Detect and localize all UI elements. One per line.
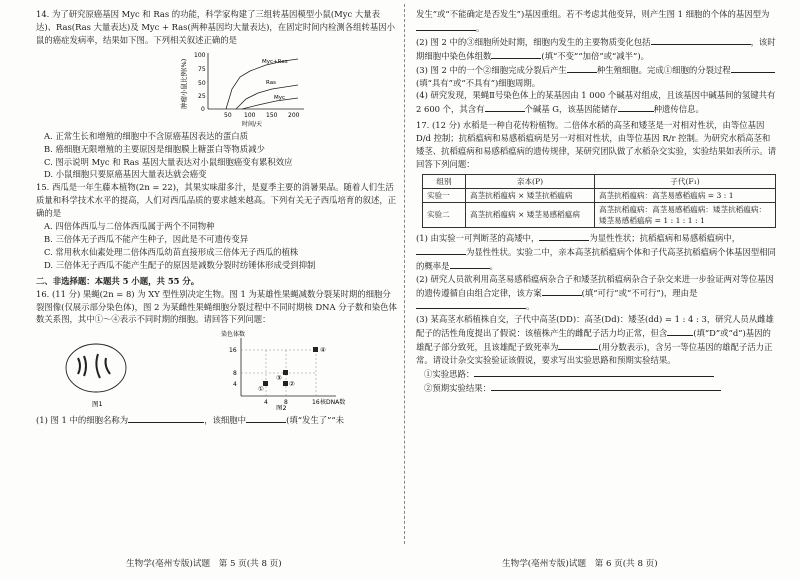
answer-blank[interactable] — [651, 35, 751, 45]
q14-xtick: 150 — [266, 111, 278, 119]
answer-blank[interactable] — [491, 381, 721, 391]
answer-blank[interactable] — [731, 63, 775, 73]
q14-xtick: 200 — [288, 111, 300, 119]
q17-sub3-result — [416, 381, 778, 395]
q17-sub3-idea — [416, 367, 778, 381]
fig2-xlabel: 核DNA数 — [320, 399, 346, 407]
fig2-ylabel: 染色体数 — [221, 331, 246, 339]
q17-idea-label: ①实验思路： — [424, 368, 475, 379]
answer-blank[interactable] — [491, 49, 541, 59]
q14-line-myc — [242, 98, 298, 109]
q16-sub3c-text: (填“具有”或“不具有”)细胞周期。 — [416, 77, 541, 88]
q16-sub3 — [416, 63, 778, 90]
q17-sub1d-text: 。 — [489, 260, 498, 271]
fig2-point — [313, 347, 318, 352]
right-column — [416, 8, 778, 395]
q17-sub1-text: (1) 由实验一可判断茎的高矮中， — [416, 232, 540, 243]
q15-option-b: B. 三倍体无子西瓜不能产生种子，因此是不可遗传变异 — [44, 233, 249, 244]
q17-table — [422, 174, 776, 228]
q17-sub1c-text: 为显性性状。实验二中，亲本高茎抗稻瘟病个体和子代高茎抗稻瘟病个体基因型相同的概率是 — [416, 246, 776, 271]
q14-label-ras: Ras — [266, 79, 276, 86]
fig2-point — [283, 370, 288, 375]
page-footer-left: 生物学(亳州专版)试题 第 5 页(共 8 页) — [126, 559, 282, 569]
column-divider — [404, 4, 405, 544]
q16-sub4-text: (4) 研究发现，果蝇Ⅱ号染色体上的某基因由 1 000 个碱基对组成，且该基因中碱基间的氢键共有 2 600 个，其含有 — [416, 90, 776, 115]
q14-xtick: 50 — [224, 111, 232, 119]
answer-blank[interactable] — [416, 299, 526, 309]
q17-sub3-text: (3) 某高茎水稻植株自交，子代中高茎(DD)：高茎(Dd)：矮茎(dd) = 1 : 4 : 3，研究人员从雌雄配子的活性角度提出了假说：该植株产生的雌配子活力均正常，但含 — [416, 314, 774, 339]
q14-xtick: 100 — [244, 111, 256, 119]
q14-chart-svg — [36, 49, 398, 127]
q16-sub2 — [416, 35, 778, 63]
fig2-caption: 图2 — [276, 404, 287, 411]
table-row — [423, 202, 776, 227]
answer-blank[interactable] — [416, 21, 476, 31]
q16-sub1 — [36, 413, 398, 427]
q15-option-a: A. 四倍体西瓜与二倍体西瓜属于两个不同物种 — [44, 221, 215, 232]
table-cell: 高茎抗稻瘟病：高茎易感稻瘟病 = 3 : 1 — [595, 188, 776, 202]
q14-ytick: 0 — [201, 105, 205, 113]
table-header: 组别 — [423, 174, 466, 188]
answer-blank[interactable] — [539, 231, 589, 241]
q17-sub3c-text: (用分数表示)，含另一等位基因的雄配子活力正常。请设计杂交实验验证该假说，要求写出实验思路和预期实验结果。 — [416, 342, 773, 366]
q14-stem: 14. 为了研究原癌基因 Myc 和 Ras 的功能，科学家构建了三组转基因模型小鼠(Myc 大量表达)、Ras(Ras 大量表达)及 Myc + Ras(两种基因均大量表达)，在固定时间内检测各组转基因小鼠的癌症发病率，结果如下图。下列相关叙述正确的是 — [36, 9, 395, 45]
answer-blank[interactable] — [667, 326, 693, 336]
fig2-point-label: ④ — [320, 346, 326, 355]
q16-stem: 16. (11 分) 果蝇(2n = 8) 为 XY 型性别决定生物。图 1 为某雄性果蝇减数分裂某时期的细胞分裂图像(仅展示部分染色体)，图 2 为某雌性果蝇细胞分裂过程中不同时期核 DNA 分子数和染色体数关系图，其中①～④表示不同时期的细胞。请回答下列问题： — [36, 288, 397, 325]
fig2-xtick: 8 — [284, 399, 288, 407]
answer-blank[interactable] — [558, 340, 598, 350]
answer-blank[interactable] — [474, 367, 714, 377]
table-row — [423, 188, 776, 202]
q16-sub2-text: (2) 图 2 中的③细胞所处时期，细胞内发生的主要物质变化包括 — [416, 36, 651, 47]
q14-ytick: 75 — [198, 65, 206, 73]
q16-sub4b-text: 个碱基 G，该基因能储存 — [524, 104, 618, 115]
answer-blank[interactable] — [246, 413, 286, 423]
q15-stem: 15. 西瓜是一年生藤本植物(2n = 22)，其果实味甜多汁，是夏季主要的消暑果品。随着人们生活质量和科学技术水平的提高，人们对西瓜品质的要求越来越高。下列有关无子西瓜培育的叙述，正确的是 — [36, 182, 397, 219]
fig2-ytick: 16 — [229, 347, 237, 355]
answer-blank[interactable] — [450, 259, 490, 269]
table-header: 子代(F₁) — [595, 174, 776, 188]
table-cell: 实验二 — [423, 202, 466, 227]
q14-label-myc: Myc — [274, 94, 286, 101]
left-column — [36, 8, 398, 427]
q16-sub4 — [416, 89, 778, 116]
fig2-point-label: ① — [258, 385, 264, 394]
table-cell: 高茎抗稻瘟病 × 矮茎易感稻瘟病 — [466, 202, 595, 227]
q14-chart-xlabel: 时间/天 — [242, 120, 263, 127]
q15-option-d: D. 三倍体无子西瓜不能产生配子的原因是减数分裂时纺锤体形成受到抑制 — [44, 259, 316, 270]
q14-option-d: D. 小鼠细胞只要原癌基因大量表达就会癌变 — [44, 169, 207, 180]
table-header: 亲本(P) — [466, 174, 595, 188]
q14-ytick: 50 — [198, 79, 206, 87]
q14-option-b: B. 癌细胞无限增殖的主要原因是细胞膜上糖蛋白等物质减少 — [44, 143, 265, 154]
answer-blank[interactable] — [416, 245, 466, 255]
q16-sub2c-text: (填“不变”“加倍”或“减半”)。 — [541, 50, 649, 61]
fig2-point-label: ② — [289, 380, 295, 389]
q16-sub3-text: (3) 图 2 中的一个②细胞完成分裂后产生 — [416, 64, 567, 75]
q17-sub1b-text: 为显性性状；抗稻瘟病和易感稻瘟病中， — [589, 232, 741, 243]
q16-sub3b-text: 种生殖细胞。完成①细胞的分裂过程 — [596, 64, 731, 75]
q16-figures — [36, 328, 398, 410]
q17-stem: 17. (12 分) 水稻是一种自花传粉植物。二倍体水稻的高茎和矮茎是一对相对性状，由等位基因 D/d 控制；抗稻瘟病和易感稻瘟病是另一对相对性状，由等位基因 R/r 控制。为研究水稻高茎和矮茎、抗稻瘟病和易感稻瘟病的遗传规律，某研究团队做了水稻杂交实验，实验结果如表所示。请回答下列问题： — [416, 120, 777, 169]
answer-blank[interactable] — [485, 102, 525, 112]
answer-blank[interactable] — [542, 286, 582, 296]
q16-cont-text: 发生”或“不能确定是否发生”)基因重组。若不考虑其他变异，则产生图 1 细胞的个体的基因型为 — [416, 9, 770, 19]
page-footer-right: 生物学(亳州专版)试题 第 6 页(共 8 页) — [502, 559, 658, 569]
q14-option-c: C. 图示说明 Myc 和 Ras 基因大量表达对小鼠细胞癌变有累积效应 — [44, 156, 293, 167]
answer-blank[interactable] — [128, 413, 204, 423]
fig2-ytick: 8 — [233, 370, 237, 378]
q15-option-c: C. 常用秋水仙素处理二倍体西瓜幼苗直接形成三倍体无子西瓜的植株 — [44, 246, 299, 257]
answer-blank[interactable] — [618, 102, 654, 112]
fig2-xtick: 16 — [312, 399, 320, 407]
q16-sub1b-text: ，该细胞中 — [204, 415, 247, 426]
q17-sub2b-text: (填“可行”或“不可行”)，理由是 — [581, 287, 698, 298]
q16-sub4c-text: 种遗传信息。 — [653, 104, 704, 115]
table-header-row — [423, 174, 776, 188]
q16-sub1c-text: (填“发生了”“未 — [286, 415, 345, 426]
table-cell: 实验一 — [423, 188, 466, 202]
fig1-chromosomes — [78, 354, 110, 378]
q17-sub3b-text: (填“D”或“d”)基因的雄配子部分致死，且该雄配子致死率为 — [416, 328, 771, 353]
fig2-point-label: ③ — [276, 374, 282, 383]
answer-blank[interactable] — [567, 63, 597, 73]
q14-option-a: A. 正常生长和增殖的细胞中不含原癌基因表达的蛋白质 — [44, 130, 248, 141]
q14-chart — [36, 49, 398, 127]
q17-sub2-text: (2) 研究人员欲利用高茎易感稻瘟病杂合子和矮茎抗稻瘟病杂合子杂交来进一步验证两对等位基因的遗传遵循自由组合定律，该方案 — [416, 273, 774, 298]
q17-sub3 — [416, 313, 778, 367]
q14-line-myc-ras — [226, 59, 298, 109]
fig1-caption: 图1 — [92, 400, 103, 409]
q14-chart-ylabel: 肿瘤小鼠比例(%) — [180, 58, 188, 109]
q17-result-label: ②预期实验结果： — [424, 382, 491, 393]
q14-ytick: 100 — [194, 51, 206, 59]
table-cell: 高茎抗稻瘟病 × 矮茎抗稻瘟病 — [466, 188, 595, 202]
q17-sub2c-text: 。 — [526, 301, 535, 312]
q14-label-myc-ras: Myc+Ras — [262, 58, 288, 65]
q16-sub2b-text: ，该时期细胞中染色体组数 — [416, 36, 776, 61]
q14-ytick: 25 — [198, 92, 206, 100]
fig2-ytick: 4 — [233, 381, 237, 389]
q14-line-ras — [236, 85, 298, 109]
table-cell: 高茎抗稻瘟病：高茎易感稻瘟病：矮茎抗稻瘟病：矮茎易感稻瘟病 = 1 : 1 : 1 : 1 — [595, 202, 776, 227]
q16-figures-svg — [36, 328, 398, 410]
q17-sub2 — [416, 273, 778, 314]
q16-continued: 发生”或“不能确定是否发生”)基因重组。若不考虑其他变异，则产生图 1 细胞的个体的基因型为。 — [416, 9, 770, 33]
fig2-xtick: 4 — [264, 399, 268, 407]
section-2-heading: 二、非选择题：本题共 5 小题，共 55 分。 — [36, 275, 200, 286]
fig2-point — [283, 381, 288, 386]
q16-sub1-text: (1) 图 1 中的细胞名称为 — [36, 415, 129, 426]
q17-sub1 — [416, 231, 778, 273]
